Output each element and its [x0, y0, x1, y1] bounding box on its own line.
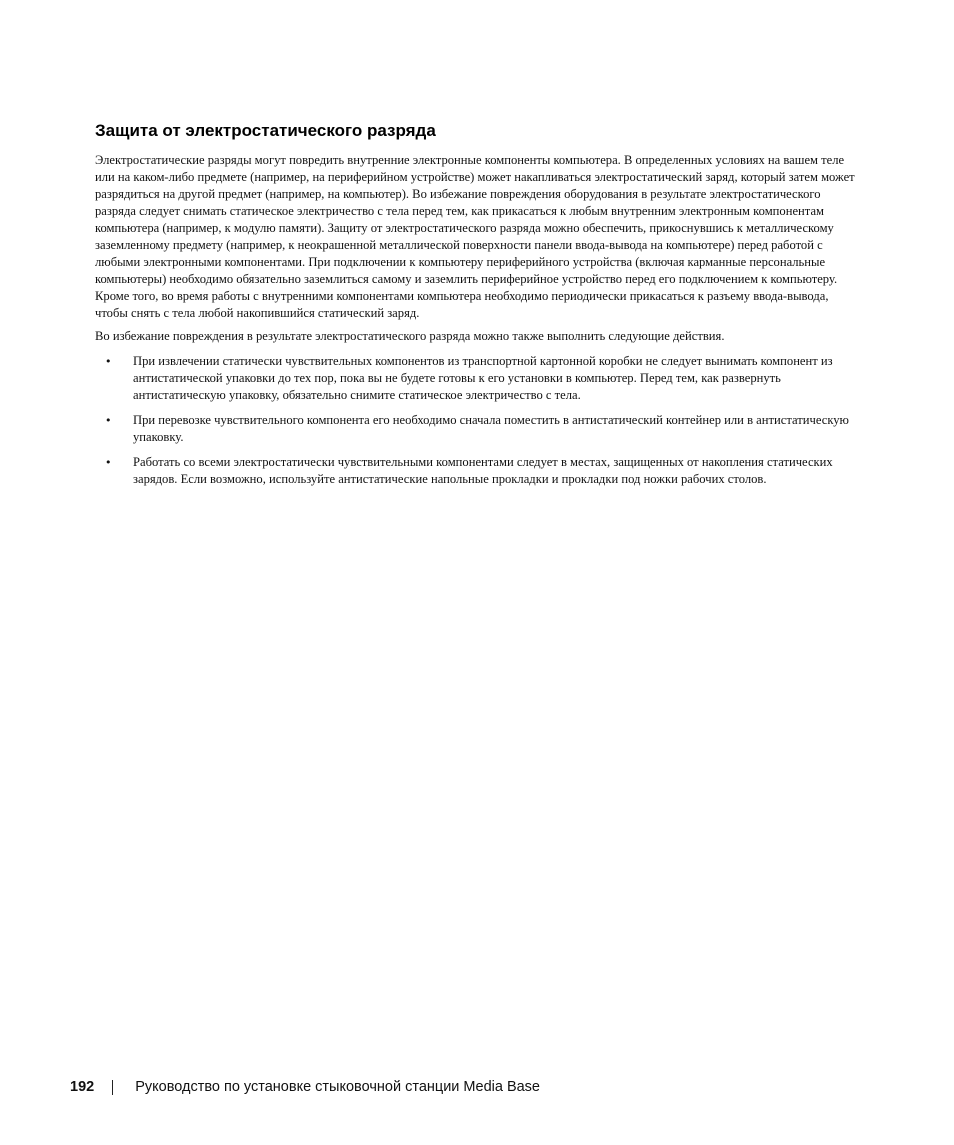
document-title: Руководство по установке стыковочной станции Media Base: [135, 1079, 540, 1095]
list-item-text: Работать со всеми электростатически чувствительными компонентами следует в местах, защищенных от накопления статических зарядов. Если возможно, используйте антистатические напольные прокладки и прокладки под ножки рабочих столов.: [133, 455, 833, 486]
bullet-icon: •: [105, 414, 112, 427]
page-footer: [70, 1077, 540, 1097]
list-item-text: При извлечении статически чувствительных компонентов из транспортной картонной коробки не следует вынимать компонент из антистатической упаковки до тех пор, пока вы не будете готовы к его установки в компьютер. Перед тем, как развернуть антистатическую упаковку, обязательно снимите статическое электричество с тела.: [133, 354, 833, 402]
list-item: [95, 412, 860, 446]
list-item: [95, 454, 860, 488]
footer-divider: [112, 1080, 113, 1095]
body-paragraph: Электростатические разряды могут повредить внутренние электронные компоненты компьютера. В определенных условиях на вашем теле или на каком-либо предмете (например, на периферийном устройстве) может накапливаться электростатический заряд, который затем может разрядиться на другой предмет (например, на компьютер). Во избежание повреждения оборудования в результате электростатического разряда следует снимать статическое электричество с тела перед тем, как прикасаться к любым внутренним электронным компонентам компьютера (например, к модулю памяти). Защиту от электростатического разряда можно обеспечить, прикоснувшись к металлическому заземленному предмету (например, к неокрашенной металлической поверхности панели ввода-вывода на компьютере) перед работой с любыми электронными компонентами. При подключении к компьютеру периферийного устройства (включая карманные персональные компьютеры) необходимо обязательно заземлиться самому и заземлить периферийное устройство перед его подключением к компьютеру. Кроме того, во время работы с внутренними компонентами компьютера необходимо периодически прикасаться к разъему ввода-вывода, чтобы снять с тела любой накопившийся статический заряд.: [95, 153, 855, 320]
bullet-icon: •: [105, 355, 112, 368]
bullet-icon: •: [105, 456, 112, 469]
page-content: [95, 120, 860, 496]
list-item: [95, 353, 860, 404]
section-title: Защита от электростатического разряда: [95, 121, 436, 140]
list-item-text: При перевозке чувствительного компонента его необходимо сначала поместить в антистатический контейнер или в антистатическую упаковку.: [133, 413, 849, 444]
bullet-list: [95, 353, 860, 488]
page-number: 192: [70, 1079, 95, 1095]
body-paragraph: Во избежание повреждения в результате электростатического разряда можно также выполнить следующие действия.: [95, 329, 725, 343]
